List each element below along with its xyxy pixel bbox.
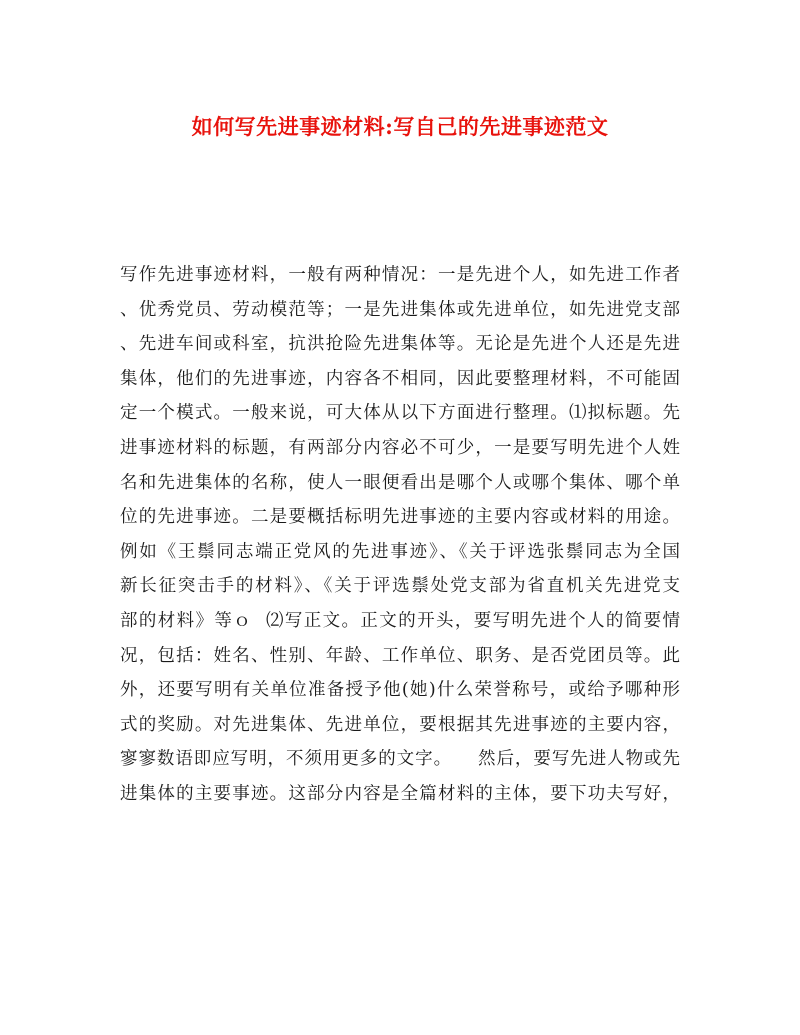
body-line: 进集体的主要事迹。这部分内容是全篇材料的主体，要下功夫写好， <box>120 783 680 804</box>
body-line: 寥寥数语即应写明，不须用更多的文字。 然后，要写先进人物或先 <box>120 749 680 770</box>
body-line: 外，还要写明有关单位准备授予他(她)什么荣誉称号，或给予哪种形 <box>120 680 680 701</box>
body-line: 况，包括：姓名、性别、年龄、工作单位、职务、是否党团员等。此 <box>120 645 680 666</box>
body-line: 、优秀党员、劳动模范等；一是先进集体或先进单位，如先进党支部 <box>120 299 680 320</box>
body-line: 定一个模式。一般来说，可大体从以下方面进行整理。⑴拟标题。先 <box>120 403 680 424</box>
body-line: 新长征突击手的材料》、《关于评选鬃处党支部为省直机关先进党支 <box>120 576 680 597</box>
body-line: 名和先进集体的名称，使人一眼便看出是哪个人或哪个集体、哪个单 <box>120 472 680 493</box>
body-line: 集体，他们的先进事迹，内容各不相同，因此要整理材料，不可能固 <box>120 368 680 389</box>
body-line: 位的先进事迹。二是要概括标明先进事迹的主要内容或材料的用途。 <box>120 507 680 528</box>
document-body <box>120 258 680 812</box>
body-line: 、先进车间或科室，抗洪抢险先进集体等。无论是先进个人还是先进 <box>120 334 680 355</box>
body-line: 进事迹材料的标题，有两部分内容必不可少，一是要写明先进个人姓 <box>120 437 680 458</box>
body-line: 部的材料》等ｏ ⑵写正文。正文的开头，要写明先进个人的简要情 <box>120 610 680 631</box>
document-title: 如何写先进事迹材料:写自己的先进事迹范文 <box>191 114 609 139</box>
body-line: 写作先进事迹材料，一般有两种情况：一是先进个人，如先进工作者 <box>120 265 680 285</box>
body-line: 例如《王鬃同志端正党风的先进事迹》、《关于评选张鬃同志为全国 <box>120 541 680 562</box>
body-line: 式的奖励。对先进集体、先进单位，要根据其先进事迹的主要内容， <box>120 714 680 735</box>
